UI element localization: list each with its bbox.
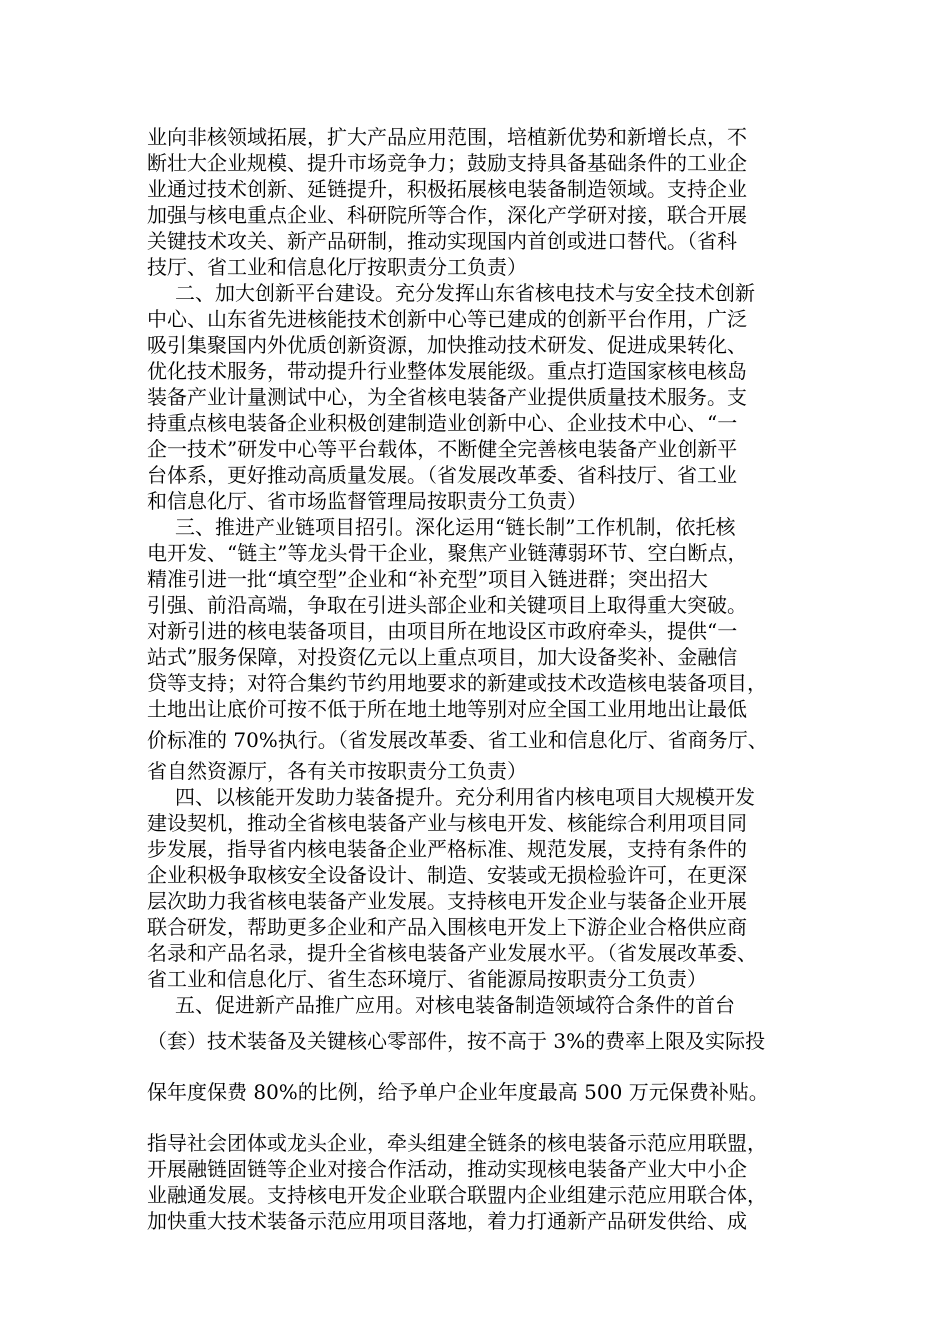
- text-line: 保年度保费 80%的比例，给予单户企业年度最高 500 万元保费补贴。: [147, 1080, 769, 1104]
- text-line: 和信息化厅、省市场监督管理局按职责分工负责）: [147, 489, 587, 513]
- text-line: 开展融链固链等企业对接合作活动，推动实现核电装备产业大中小企: [147, 1157, 747, 1181]
- text-line: 联合研发，帮助更多企业和产品入围核电开发上下游企业合格供应商: [147, 915, 747, 939]
- text-line: 步发展，指导省内核电装备企业严格标准、规范发展，支持有条件的: [147, 837, 747, 861]
- text-line: 台体系，更好推动高质量发展。（省发展改革委、省科技厅、省工业: [147, 463, 737, 487]
- text-line: 加强与核电重点企业、科研院所等合作，深化产学研对接，联合开展: [147, 203, 747, 227]
- text-line: 省工业和信息化厅、省生态环境厅、省能源局按职责分工负责）: [147, 967, 707, 991]
- text-line: 业通过技术创新、延链提升，积极拓展核电装备制造领域。支持企业: [147, 177, 747, 201]
- text-line: 层次助力我省核电装备产业发展。支持核电开发企业与装备企业开展: [147, 889, 747, 913]
- text-line: 持重点核电装备企业积极创建制造业创新中心、企业技术中心、“一: [147, 411, 738, 435]
- text-line: 关键技术攻关、新产品研制，推动实现国内首创或进口替代。（省科: [147, 229, 737, 253]
- text-line: 价标准的 70%执行。（省发展改革委、省工业和信息化厅、省商务厅、: [147, 728, 768, 752]
- text-line: 贷等支持；对符合集约节约用地要求的新建或技术改造核电装备项目，: [147, 671, 767, 695]
- text-line: 加快重大技术装备示范应用项目落地，着力打通新产品研发供给、成: [147, 1209, 747, 1233]
- text-line: 企一技术”研发中心等平台载体，不断健全完善核电装备产业创新平: [147, 437, 738, 461]
- text-line: 中心、山东省先进核能技术创新中心等已建成的创新平台作用，广泛: [147, 307, 747, 331]
- text-line: 精准引进一批“填空型”企业和“补充型”项目入链进群；突出招大: [147, 567, 708, 591]
- section-heading-line: 二、加大创新平台建设。充分发挥山东省核电技术与安全技术创新: [175, 281, 755, 305]
- text-line: 断壮大企业规模、提升市场竞争力；鼓励支持具备基础条件的工业企: [147, 151, 747, 175]
- section-heading-line: 三、推进产业链项目招引。深化运用“链长制”工作机制，依托核: [175, 515, 736, 539]
- text-line: 对新引进的核电装备项目，由项目所在地设区市政府牵头，提供“一: [147, 619, 738, 643]
- text-line: 业向非核领域拓展，扩大产品应用范围，培植新优势和新增长点，不: [147, 125, 747, 149]
- text-line: 建设契机，推动全省核电装备产业与核电开发、核能综合利用项目同: [147, 811, 747, 835]
- text-line: 装备产业计量测试中心，为全省核电装备产业提供质量技术服务。支: [147, 385, 747, 409]
- text-line: 引强、前沿高端，争取在引进头部企业和关键项目上取得重大突破。: [147, 593, 747, 617]
- text-line: 省自然资源厅，各有关市按职责分工负责）: [147, 759, 527, 783]
- text-line: 土地出让底价可按不低于所在地土地等别对应全国工业用地出让最低: [147, 697, 747, 721]
- text-line: 吸引集聚国内外优质创新资源，加快推动技术研发、促进成果转化、: [147, 333, 747, 357]
- text-line: （套）技术装备及关键核心零部件，按不高于 3%的费率上限及实际投: [147, 1029, 766, 1053]
- text-line: 业融通发展。支持核电开发企业联合联盟内企业组建示范应用联合体，: [147, 1183, 767, 1207]
- text-line: 企业积极争取核安全设备设计、制造、安装或无损检验许可，在更深: [147, 863, 747, 887]
- text-line: 站式”服务保障，对投资亿元以上重点项目，加大设备奖补、金融信: [147, 645, 738, 669]
- text-line: 名录和产品名录，提升全省核电装备产业发展水平。（省发展改革委、: [147, 941, 757, 965]
- section-heading-line: 五、促进新产品推广应用。对核电装备制造领域符合条件的首台: [175, 993, 735, 1017]
- section-heading-line: 四、以核能开发助力装备提升。充分利用省内核电项目大规模开发: [175, 785, 755, 809]
- text-line: 技厅、省工业和信息化厅按职责分工负责）: [147, 255, 527, 279]
- text-line: 指导社会团体或龙头企业，牵头组建全链条的核电装备示范应用联盟，: [147, 1131, 767, 1155]
- text-line: 电开发、“链主”等龙头骨干企业，聚焦产业链薄弱环节、空白断点，: [147, 541, 748, 565]
- text-line: 优化技术服务，带动提升行业整体发展能级。重点打造国家核电核岛: [147, 359, 747, 383]
